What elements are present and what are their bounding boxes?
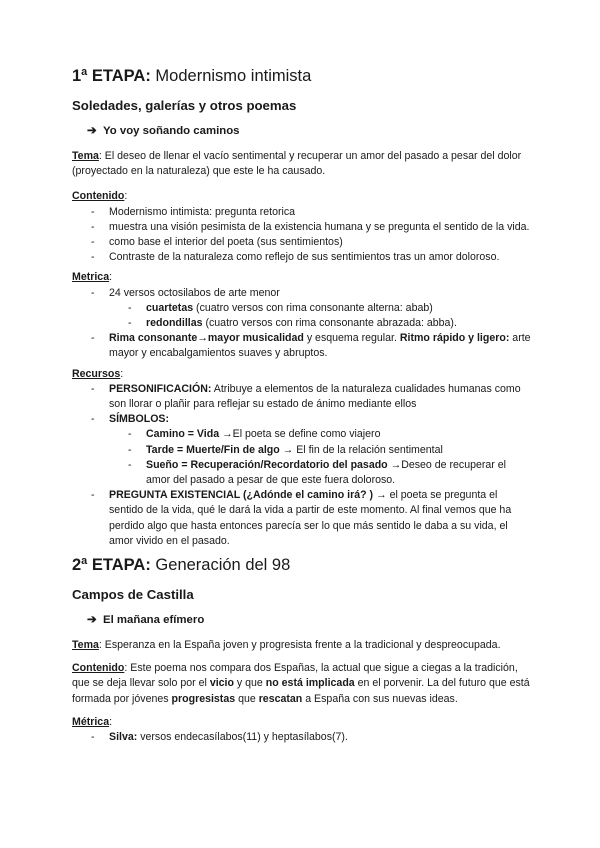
list-item: - SÍMBOLOS: - Camino = Vida →El poeta se define como viajero - Tarde = Muerte/Fin de algo → El fin de la relación sentimental - Sueño = Recuperación/Recordatorio del pasado →Deseo de recuperar el amor del pasado a pesar de que este fuera doloroso.	[72, 412, 532, 488]
contenido-list-1	[72, 205, 532, 266]
document-page	[72, 66, 532, 750]
list-item: - PREGUNTA EXISTENCIAL (¿Adónde el camino irá? ) → el poeta se pregunta el sentido de la vida, qué le dará la vida a partir de este momento. Al final vemos que ha perdido algo que hasta entonces parecía ser lo que más sentido le daba a su vida, el amor vivido en el pasado.	[72, 488, 532, 549]
list-item: - cuartetas (cuatro versos con rima consonante alterna: abab)	[109, 301, 532, 316]
simbolos-sublist	[109, 427, 532, 488]
list-item: - Sueño = Recuperación/Recordatorio del pasado →Deseo de recuperar el amor del pasado a pesar de que este fuera doloroso.	[109, 458, 532, 488]
metrica-label-2: Métrica:	[72, 715, 113, 728]
metrica-list-1	[72, 286, 532, 362]
metrica-list-2	[72, 730, 532, 745]
recursos-label-1: Recursos:	[72, 367, 124, 380]
list-item: - como base el interior del poeta (sus sentimientos)	[72, 235, 532, 250]
list-item: - Modernismo intimista: pregunta retorica	[72, 205, 532, 220]
tema-paragraph-1: Tema: El deseo de llenar el vacío sentimental y recuperar un amor del pasado a pesar del dolor (proyectado en la naturaleza) que este le ha causado.	[72, 150, 522, 178]
arrow-icon: ➔	[87, 125, 97, 137]
list-item: - PERSONIFICACIÓN: Atribuye a elementos de la naturaleza cualidades humanas como son llorar o plañir para reflejar su estado de ánimo mediante ellos	[72, 382, 532, 412]
list-item: - Tarde = Muerte/Fin de algo → El fin de la relación sentimental	[109, 443, 532, 458]
book-title-campos: Campos de Castilla	[72, 587, 194, 603]
list-item: - Contraste de la naturaleza como reflejo de sus sentimientos tras un amor doloroso.	[72, 250, 532, 265]
recursos-list-1	[72, 382, 532, 549]
metrica-label-1: Metrica:	[72, 271, 113, 284]
list-item: - Silva: versos endecasílabos(11) y heptasílabos(7).	[72, 730, 532, 745]
book-title-soledades: Soledades, galerías y otros poemas	[72, 98, 297, 113]
list-item: - muestra una visión pesimista de la existencia humana y se pregunta el sentido de la vida.	[72, 220, 532, 235]
poem-title-2: ➔ El mañana efímero	[87, 614, 205, 627]
tema-paragraph-2: Tema: Esperanza en la España joven y progresista frente a la tradicional y despreocupada.	[72, 639, 501, 652]
stage-1-heading: 1ª ETAPA: Modernismo intimista	[72, 67, 312, 85]
metrica-sublist	[109, 301, 532, 331]
poem-title-1: ➔ Yo voy soñando caminos	[87, 125, 240, 137]
arrow-icon: ➔	[87, 614, 97, 627]
contenido-paragraph-2: Contenido: Este poema nos compara dos Españas, la actual que sigue a ciegas a la tradición, que se deja llevar solo por el vicio y que no está implicada en el porvenir. La del futuro que está formada por jóvenes progresistas que rescatan a España con sus nuevas ideas.	[72, 662, 530, 705]
list-item: - redondillas (cuatro versos con rima consonante abrazada: abba).	[109, 316, 532, 331]
stage-2-heading: 2ª ETAPA: Generación del 98	[72, 556, 291, 575]
list-item: - Rima consonante→mayor musicalidad y esquema regular. Ritmo rápido y ligero: arte mayor y encabalgamientos suaves y abruptos.	[72, 331, 532, 361]
contenido-label-1: Contenido:	[72, 190, 128, 203]
list-item: - 24 versos octosilabos de arte menor - cuartetas (cuatro versos con rima consonante alterna: abab) - redondillas (cuatro versos con rima consonante abrazada: abba).	[72, 286, 532, 332]
list-item: - Camino = Vida →El poeta se define como viajero	[109, 427, 532, 442]
